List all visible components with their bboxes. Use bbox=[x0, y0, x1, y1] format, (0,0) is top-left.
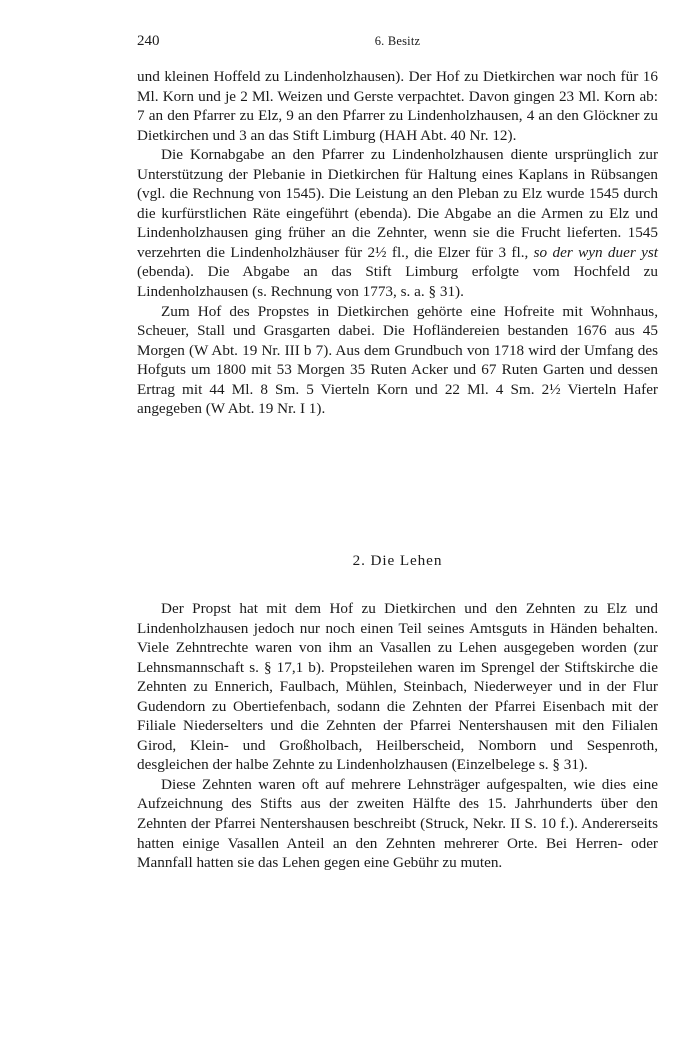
page-number: 240 bbox=[137, 33, 160, 49]
italic-quote: so der wyn duer yst bbox=[533, 243, 658, 261]
section-1-body bbox=[137, 67, 658, 419]
running-head: 6. Besitz bbox=[374, 34, 421, 48]
paragraph-continuation: und kleinen Hoffeld zu Lindenholzhausen). Der Hof zu Dietkirchen war noch für 16 Ml. Korn und je 2 Ml. Weizen und Gerste verpachtet. Davon gingen 23 Ml. Korn ab: 7 an den Pfarrer zu Elz, 9 an den Pfarrer zu Lindenholzhausen, 4 an den Glöckner zu Dietkirchen und 3 an das Stift Limburg (HAH Abt. 40 Nr. 12). bbox=[137, 68, 658, 144]
section-heading: 2. Die Lehen bbox=[352, 552, 443, 569]
paragraph-hof-des-propstes: Zum Hof des Propstes in Dietkirchen gehörte eine Hofreite mit Wohnhaus, Scheuer, Stall und Grasgarten dabei. Die Hofländereien bestanden 1676 aus 45 Morgen (W Abt. 19 Nr. III b 7). Aus dem Grundbuch von 1718 wird der Umfang des Hofguts um 1800 mit 53 Morgen 35 Ruten Acker und 67 Ruten Garten und dessen Ertrag mit 44 Ml. 8 Sm. 5 Vierteln Korn und 22 Ml. 4 Sm. 2½ Vierteln Hafer angegeben (W Abt. 19 Nr. I 1). bbox=[137, 302, 658, 418]
section-2-body bbox=[137, 599, 658, 873]
paragraph-kornabgabe bbox=[137, 145, 658, 301]
page-header bbox=[137, 33, 658, 53]
paragraph-kornabgabe-text-b: (ebenda). Die Abgabe an das Stift Limburg erfolgte vom Hochfeld zu Lindenholzhausen (s. Rechnung von 1773, s. a. § 31). bbox=[137, 263, 658, 301]
paragraph-propst-lehen: Der Propst hat mit dem Hof zu Dietkirchen und den Zehnten zu Elz und Lindenholzhausen jedoch nur noch einen Teil seines Amtsguts in Händen behalten. Viele Zehntrechte waren von ihm an Vasallen zu Lehen ausgegeben worden (zur Lehnsmannschaft s. § 17,1 b). Propsteilehen waren im Sprengel der Stiftskirche die Zehnten zu Ennerich, Faulbach, Mühlen, Steinbach, Niederweyer und in der Flur Gudendorn zu Obertiefenbach, sodann die Zehnten der Pfarrei Eisenbach mit der Filiale Niederselters und die Zehnten der Pfarrei Nentershausen mit den Filialen Girod, Klein- und Großholbach, Heilberscheid, Nomborn und Sespenroth, desgleichen der halbe Zehnte zu Lindenholzhausen (Einzelbelege s. § 31). bbox=[137, 600, 658, 774]
paragraph-kornabgabe-text-a: Die Kornabgabe an den Pfarrer zu Lindenholzhausen diente ursprünglich zur Unterstützung der Plebanie in Dietkirchen für Haltung eines Kaplans in Rübsangen (vgl. die Rechnung von 1545). Die Leistung an den Pleban zu Elz wurde 1545 durch die kurfürstlichen Räte eingeführt (ebenda). Die Abgabe an die Armen zu Elz und Lindenholzhausen ging früher an die Zehnter, wenn sie die Frucht lieferten. 1545 verzehrten die Lindenholzhäuser für 2½ fl., die Elzer für 3 fl., bbox=[137, 146, 658, 261]
paragraph-zehnten: Diese Zehnten waren oft auf mehrere Lehnsträger aufgespalten, wie dies eine Aufzeichnung des Stifts aus der zweiten Hälfte des 15. Jahrhunderts über den Zehnten der Pfarrei Nentershausen beschreibt (Struck, Nekr. II S. 10 f.). Andererseits hatten einige Vasallen Anteil an den Zehnten mehrerer Orte. Bei Herren- oder Mannfall hatten sie das Lehen gegen eine Gebühr zu muten. bbox=[137, 775, 658, 872]
